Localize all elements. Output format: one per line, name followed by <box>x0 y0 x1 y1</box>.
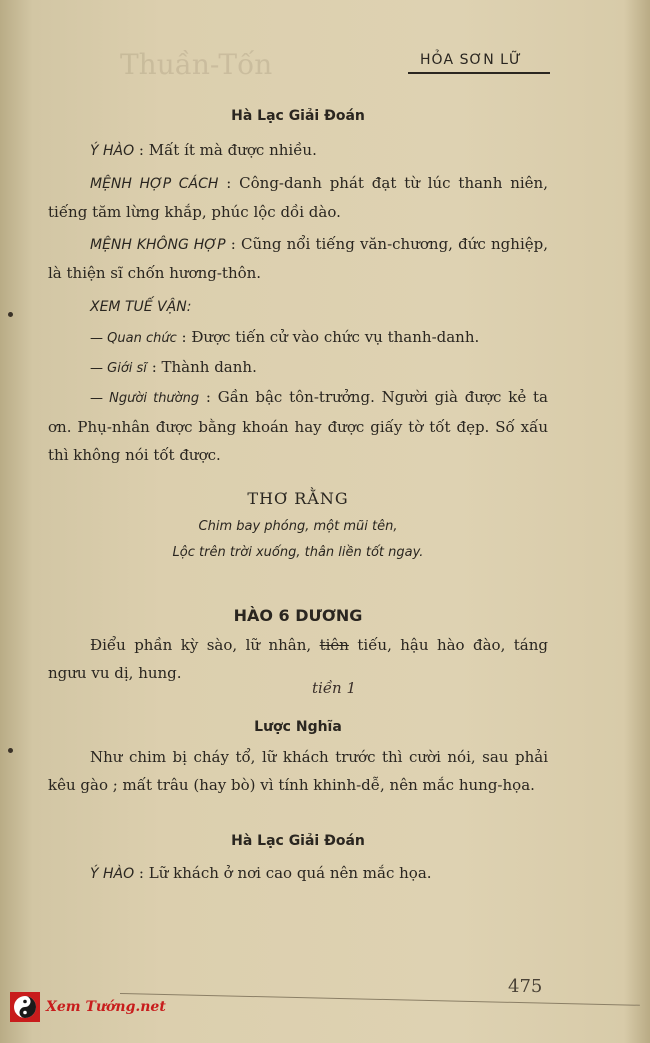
paragraph-menh-khong <box>48 230 548 287</box>
handwritten-annotation: tiền 1 <box>312 679 357 697</box>
logo-text: Xem Tướng.net <box>46 999 166 1015</box>
poem-line: Chim bay phóng, một mũi tên, <box>198 519 398 534</box>
item-text: : Thành danh. <box>151 358 257 376</box>
list-item <box>48 383 548 469</box>
y-hao-text: : Mất ít mà được nhiều. <box>138 141 317 159</box>
item-label: — Quan chức <box>90 331 177 346</box>
text-after: tiếu, hậu hào đào, táng ngưu vu dị, hung. <box>48 636 548 682</box>
struck-word: tiên <box>319 636 349 654</box>
site-logo[interactable] <box>10 992 166 1022</box>
page-number: 475 <box>508 976 543 997</box>
y-hao-label: Ý HÀO <box>90 866 135 882</box>
menh-hop-text: : Công-danh phát đạt từ lúc thanh niên, tiếng tăm lừng khắp, phúc lộc dồi dào. <box>48 174 548 221</box>
y-hao-label: Ý HÀO <box>90 143 135 159</box>
menh-khong-text: : Cũng nổi tiếng văn-chương, đức nghiệp, là thiện sĩ chốn hương-thôn. <box>48 235 548 282</box>
item-text: : Được tiến cử vào chức vụ thanh-danh. <box>181 328 480 346</box>
text-before: Điểu phần kỳ sào, lữ nhân, <box>90 636 312 654</box>
running-head-rule <box>408 72 550 74</box>
section-heading: Lược Nghĩa <box>254 719 342 735</box>
list-item <box>48 353 548 383</box>
menh-hop-label: MỆNH HỢP CÁCH <box>90 176 219 192</box>
page-body <box>48 108 548 888</box>
running-head: HỎA SƠN LỮ <box>420 52 522 68</box>
paragraph-hao-6 <box>48 631 548 687</box>
xem-tue-van: XEM TUẾ VẬN: <box>90 299 192 315</box>
margin-mark <box>8 748 13 753</box>
yin-yang-icon <box>10 992 40 1022</box>
item-text: : Gần bậc tôn-trưởng. Người già được kẻ ta ơn. Phụ-nhân được bằng khoán hay được giấy tờ tốt đẹp. Số xấu thì không nói tốt được. <box>48 388 548 464</box>
page-edge <box>120 993 640 1006</box>
paragraph-menh-hop <box>48 169 548 226</box>
section-heading: Hà Lạc Giải Đoán <box>231 108 365 124</box>
poem-line: Lộc trên trời xuống, thân liền tốt ngay. <box>172 545 424 560</box>
bleed-through-text: Thuần-Tốn <box>120 48 273 81</box>
section-title: HÀO 6 DƯƠNG <box>233 606 363 625</box>
item-label: — Người thường <box>90 391 200 406</box>
paragraph-luoc-nghia: Như chim bị cháy tổ, lữ khách trước thì cười nói, sau phải kêu gào ; mất trâu (hay bò) vì tính khinh-dễ, nên mắc hung-họa. <box>48 748 548 794</box>
y-hao-text: : Lữ khách ở nơi cao quá nên mắc họa. <box>138 864 432 882</box>
margin-mark <box>8 312 13 317</box>
section-heading: Hà Lạc Giải Đoán <box>231 833 365 849</box>
list-item <box>48 323 548 353</box>
item-label: — Giới sĩ <box>90 361 147 376</box>
menh-khong-label: MỆNH KHÔNG HỢP <box>90 237 226 253</box>
paragraph-y-hao <box>48 136 548 165</box>
poem-title: THƠ RẰNG <box>247 489 349 508</box>
paragraph-y-hao-2 <box>48 859 548 888</box>
